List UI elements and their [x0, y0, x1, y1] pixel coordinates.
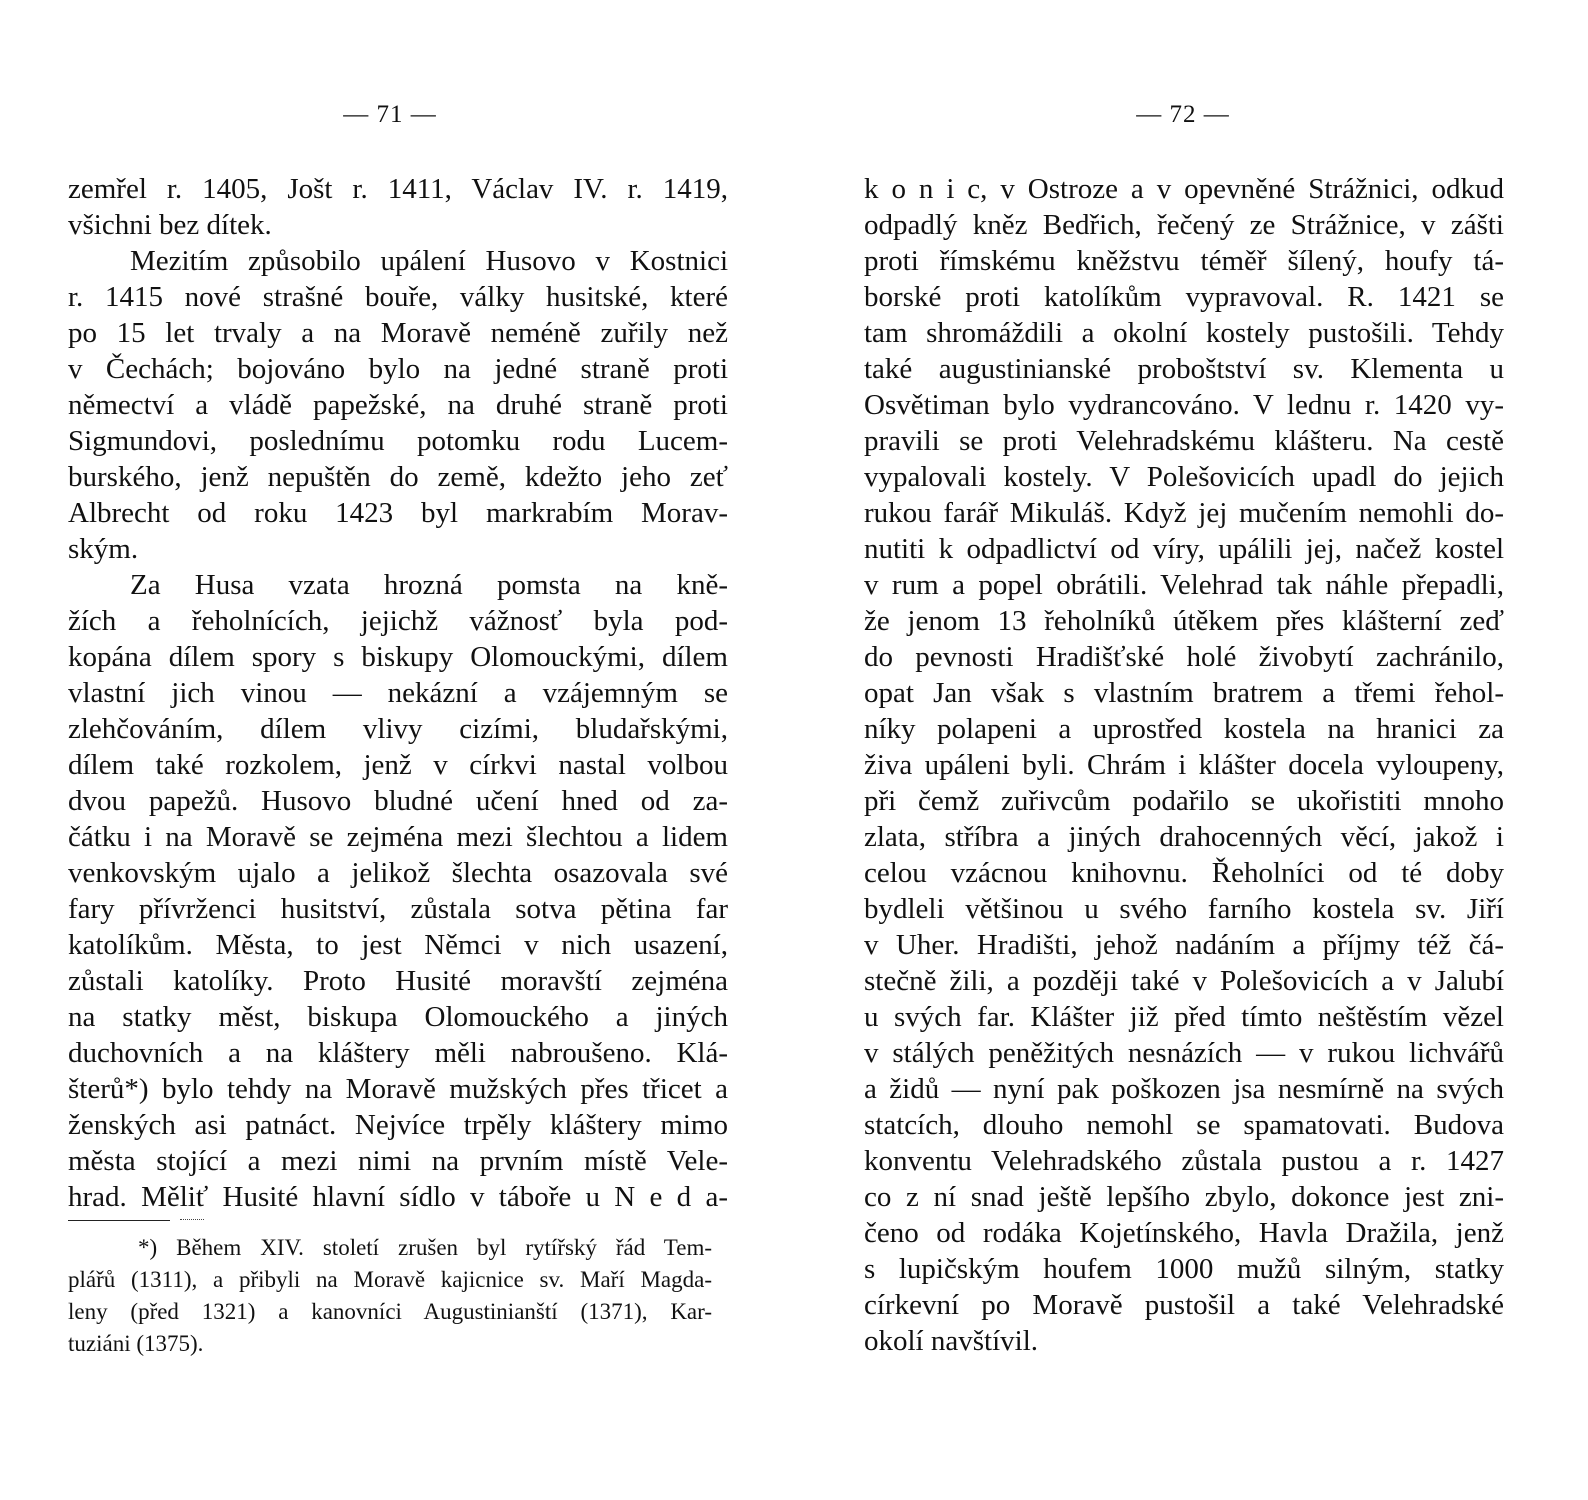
text-line: co z ní snad ještě lepšího zbylo, dokonce jest zni- [864, 1181, 1504, 1213]
footnote-rule [68, 1220, 170, 1221]
text-line: pravili se proti Velehradskému klášteru. Na cestě [864, 425, 1504, 457]
text-line: dílem také rozkolem, jenž v církvi nastal volbou [68, 749, 728, 781]
footnote-line: *) Během XIV. století zrušen byl rytířský řád Tem- [138, 1235, 712, 1260]
text-line: katolíkům. Města, to jest Němci v nich usazení, [68, 929, 728, 961]
text-line: Za Husa vzata hrozná pomsta na kně- [130, 569, 728, 601]
text-line: církevní po Moravě pustošil a také Velehradské [864, 1289, 1504, 1321]
footnote-line: plářů (1311), a přibyli na Moravě kajicnice sv. Maří Magda- [68, 1267, 712, 1292]
footnote [68, 1232, 712, 1360]
text-line: čeno od rodáka Kojetínského, Havla Dražila, jenž [864, 1217, 1504, 1249]
text-line: Osvětiman bylo vydrancováno. V lednu r. 1420 vy- [864, 389, 1504, 421]
footnote-rule-dots [180, 1219, 204, 1220]
text-line: v stálých peněžitých nesnázích — v rukou lichvářů [864, 1037, 1504, 1069]
text-line: okolí navštívil. [864, 1325, 1038, 1357]
text-line: proti římskému kněžstvu téměř šílený, houfy tá- [864, 245, 1504, 277]
text-line: ženských asi patnáct. Nejvíce trpěly kláštery mimo [68, 1109, 728, 1141]
text-line: vlastní jich vinou — nekázní a vzájemným se [68, 677, 728, 709]
left-page-text [68, 171, 728, 1215]
text-line: borské proti katolíkům vypravoval. R. 1421 se [864, 281, 1504, 313]
footnote-line: leny (před 1321) a kanovníci Augustinianští (1371), Kar- [68, 1299, 712, 1324]
text-line: němectví a vládě papežské, na druhé straně proti [68, 389, 728, 421]
text-line: v rum a popel obrátili. Velehrad tak náhle přepadli, [864, 569, 1504, 601]
text-line: venkovským ujalo a jelikož šlechta osazovala své [68, 857, 728, 889]
text-line: u svých far. Klášter již před tímto neštěstím vězel [864, 1001, 1504, 1033]
text-line: vypalovali kostely. V Polešovicích upadl do jejich [864, 461, 1504, 493]
text-line: k o n i c, v Ostroze a v opevněné Strážnici, odkud [864, 173, 1504, 205]
text-line: tam shromáždili a okolní kostely pustošili. Tehdy [864, 317, 1504, 349]
text-line: zlehčováním, dílem vlivy cizími, bludařskými, [68, 713, 728, 745]
text-line: a židů — nyní pak poškozen jsa nesmírně na svých [864, 1073, 1504, 1105]
text-line: duchovních a na kláštery měli nabroušeno. Klá- [68, 1037, 728, 1069]
text-line: rukou farář Mikuláš. Když jej mučením nemohli do- [864, 497, 1504, 529]
text-line: níky polapeni a uprostřed kostela na hranici za [864, 713, 1504, 745]
page-number-right: — 72 — [1136, 101, 1230, 128]
text-line: bydleli většinou u svého farního kostela sv. Jiří [864, 893, 1504, 925]
text-line: zůstali katolíky. Proto Husité moravští zejména [68, 965, 728, 997]
text-line: s lupičským houfem 1000 mužů silným, statky [864, 1253, 1504, 1285]
text-line: zemřel r. 1405, Jošt r. 1411, Václav IV. r. 1419, [68, 173, 728, 205]
text-line: při čemž zuřivcům podařilo se ukořistiti mnoho [864, 785, 1504, 817]
text-line: celou vzácnou knihovnu. Řeholníci od té doby [864, 857, 1504, 889]
text-line: Sigmundovi, poslednímu potomku rodu Lucem- [68, 425, 728, 457]
text-line: fary přívrženci husitství, zůstala sotva pětina far [68, 893, 728, 925]
text-line: zlata, stříbra a jiných drahocenných věcí, jakož i [864, 821, 1504, 853]
text-line: v Čechách; bojováno bylo na jedné straně proti [68, 353, 728, 385]
text-line: opat Jan však s vlastním bratrem a třemi řehol- [864, 677, 1504, 709]
text-line: všichni bez dítek. [68, 209, 272, 241]
text-line: hrad. Měliť Husité hlavní sídlo v táboře u N e d a- [68, 1181, 728, 1213]
text-line: po 15 let trvaly a na Moravě neméně zuřily než [68, 317, 728, 349]
text-line: stečně žili, a později také v Polešovicích a v Jalubí [864, 965, 1504, 997]
text-line: nutiti k odpadlictví od víry, upálili jej, načež kostel [864, 533, 1504, 565]
footnote-line: tuziáni (1375). [68, 1331, 204, 1356]
text-line: žích a řeholnících, jejichž vážnosť byla pod- [68, 605, 728, 637]
text-line: města stojící a mezi nimi na prvním místě Vele- [68, 1145, 728, 1177]
text-line: konventu Velehradského zůstala pustou a r. 1427 [864, 1145, 1504, 1177]
text-line: dvou papežů. Husovo bludné učení hned od za- [68, 785, 728, 817]
text-line: že jenom 13 řeholníků útěkem přes klášterní zeď [864, 605, 1504, 637]
text-line: r. 1415 nové strašné bouře, války husitské, které [68, 281, 728, 313]
page-number-left: — 71 — [343, 101, 437, 128]
text-line: Albrecht od roku 1423 byl markrabím Morav- [68, 497, 728, 529]
text-line: čátku i na Moravě se zejména mezi šlechtou a lidem [68, 821, 728, 853]
text-line: Mezitím způsobilo upálení Husovo v Kostnici [130, 245, 728, 277]
text-line: na statky měst, biskupa Olomouckého a jiných [68, 1001, 728, 1033]
text-line: statcích, dlouho nemohl se spamatovati. Budova [864, 1109, 1504, 1141]
text-line: do pevnosti Hradišťské holé živobytí zachránilo, [864, 641, 1504, 673]
text-line: burského, jenž nepuštěn do země, kdežto jeho zeť [68, 461, 728, 493]
text-line: odpadlý kněz Bedřich, řečený ze Strážnice, v zášti [864, 209, 1504, 241]
text-line: v Uher. Hradišti, jehož nadáním a příjmy též čá- [864, 929, 1504, 961]
text-line: kopána dílem spory s biskupy Olomouckými, dílem [68, 641, 728, 673]
right-page-text [864, 171, 1504, 1359]
text-line: také augustinianské proboštství sv. Klementa u [864, 353, 1504, 385]
text-line: šterů*) bylo tehdy na Moravě mužských přes třicet a [68, 1073, 728, 1105]
text-line: živa upáleni byli. Chrám i klášter docela vyloupeny, [864, 749, 1504, 781]
text-line: ským. [68, 533, 139, 565]
